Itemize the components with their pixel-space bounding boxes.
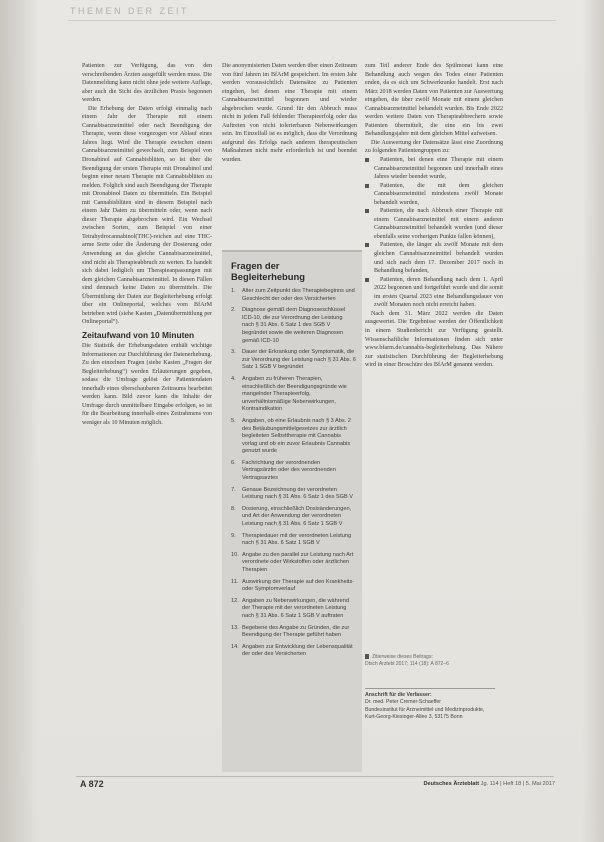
bullet-text: Patienten, bei denen eine Therapie mit einem Cannabisarzneimittel begonnen und innerhalb eines Jahres wieder beendet wurde,: [374, 157, 503, 181]
question-number: 5.: [231, 417, 236, 424]
paragraph: Die Auswertung der Datensätze lässt eine Zuordnung zu folgenden Patientengruppen zu:: [365, 139, 503, 155]
question-item: [231, 506, 356, 529]
question-item: [231, 487, 356, 502]
citation-text: Dtsch Arztebl 2017; 114 (18): A 872–6: [365, 661, 449, 667]
subheading: Zeitaufwand von 10 Minuten: [82, 329, 195, 340]
question-item: [231, 625, 356, 640]
journal-footer: [395, 781, 555, 787]
question-item: [231, 288, 356, 303]
paragraph: Nach dem 31. März 2022 werden die Daten ausgewertet. Die Ergebnisse werden der Öffentlichkeit in einem Studienbericht zur Verfügung gestellt. Wissenschaftliche Informationen finden sich unter www.bfarm.de/cannabis-begleiterhebung. Das Nähere zur statistischen Durchführung der Begleiterhebung wird in einer Broschüre des BfArM genannt werden.: [365, 310, 503, 369]
section-header: THEMEN DER ZEIT: [70, 6, 190, 16]
bullet-item: [365, 207, 503, 241]
question-number: 11.: [231, 578, 239, 585]
journal-issue: Jg. 114 | Heft 18 | 5. Mai 2017: [480, 781, 555, 787]
question-text: Begebene des Angabe zu Gründen, die zur Beendigung der Therapie geführt haben: [242, 624, 350, 639]
question-text: Angaben, ob eine Erlaubnis nach § 3 Abs. 2 des Betäubungsmittelgesetzes zur ärztlich begleiteten Selbsttherapie mit Cannabis vorlag und ob ein zuvor Erlaubnis Cannabis genutzt wurde: [242, 417, 351, 455]
paragraph: Die Erhebung der Daten erfolgt einmalig nach einem Jahr der Therapie mit einem Cannabisarzneimittel oder nach Beendigung der Therapie, wenn diese vorgezogen vor Ablauf eines Jahres liegt. Wird die Therapie zwischen einem Cannabisarzneimittel gewechselt, zum Beispiel von Dronabinol auf Cannabisblüten, so ist über die Beendigung der ersten Therapie mit Dronabinol und beginn einer neuen Therapie mit Cannabisblüten zu melden. Folglich sind auch Beendigung der Therapie mit Dronabinol Daten zu übermitteln. Ein Beispiel mit Cannabisblüten sind in diesem Beispiel nach einem Jahr Daten zu übermitteln oder, wenn nach dieser Therapie abgebrochen wird. Ein Wechsel zwischen Sorten, zum Beispiel von einer Tetrahydrocannabinol(THC)-reichen auf eine THC-arme Sorte oder die Änderung der Dosierung oder Anwendung an das gleiche Cannabisarzneimittel, sind nicht als Therapieabbruch zu werten. Es handelt sich dabei lediglich um Therapieanpassungen mit dem gleichen Cannabisarzneimittel. In diesen Fällen sind demnach keine Daten zu übermitteln. Die Übermittlung der Daten zur Begleiterhebung erfolgt über ein Onlineportal, welches vom BfArM betrieben wird (siehe Kasten „Datenübermittlung per Onlineportal“).: [82, 105, 212, 326]
question-text: Auswirkung der Therapie auf den Krankheits- oder Symptomverlauf: [242, 578, 355, 593]
citation-note: [365, 654, 495, 668]
text-column-1: [82, 62, 212, 427]
page-shadow-right: [582, 0, 604, 842]
bullet-square-icon: [365, 209, 369, 213]
footer-rule: [76, 776, 554, 777]
citation-label: Zitierweise dieses Beitrags:: [372, 654, 433, 660]
question-number: 13.: [231, 624, 239, 631]
question-number: 12.: [231, 597, 239, 604]
question-number: 4.: [231, 375, 236, 382]
address-line: Dr. med. Peter Cremer-Schaeffer: [365, 699, 442, 706]
question-number: 10.: [231, 551, 239, 558]
address-line: Bundesinstitut für Arzneimittel und Medizinprodukte,: [365, 706, 485, 713]
paragraph: zum Teil anderer Ende des Spülmonat kann eine Behandlung auch wegen des Todes einer Patienten enden, da es sich um Schwerkranke handelt. Erst nach März 2018 werden Daten von Patienten zur Auswertung eingehen, die über zwölf Monate mit einem gleichen Cannabisarzneimittel behandelt wurden. Bis Ende 2022 werden weitere Daten von Therapieabbrechern sowie Patienten übermittelt, die eine ein bis zwei Behandlungsjahre mit dem gleichen Mittel aufweisen.: [365, 63, 503, 138]
bullet-square-icon: [365, 243, 369, 247]
author-address: [365, 688, 495, 722]
question-number: 6.: [231, 459, 236, 466]
paragraph: Die anonymisierten Daten werden über einen Zeitraum von fünf Jahren im BfArM gespeichert. Im ersten Jahr werden voraussichtlich Datensätze zu Patienten eingehen, bei denen eine Therapie mit einem Cannabisarzneimittel begonnen und wieder abgebrochen wurde. Grund für den Abbruch muss nicht in jedem Fall fehlender Therapieerfolg oder das Auftreten von nicht tolerierbaren Nebenwirkungen sein. Im Einzelfall ist es möglich, dass die Verordnung aufgrund des Erfolgs nach anderen therapeutischen Maßnahmen nicht mehr erforderlich ist und beendet wurden.: [222, 63, 357, 164]
bullet-square-icon: [365, 278, 369, 282]
question-item: [231, 460, 356, 483]
question-item: [231, 418, 356, 456]
question-item: [231, 376, 356, 414]
bullet-item: [365, 182, 503, 208]
question-number: 7.: [231, 486, 236, 493]
question-number: 3.: [231, 349, 236, 356]
question-text: Genaue Bezeichnung der verordneten Leistung nach § 31 Abs. 6 Satz 1 des SGB V: [242, 486, 354, 501]
journal-name: Deutsches Ärzteblatt: [423, 781, 480, 787]
bullet-square-icon: [365, 158, 369, 162]
question-item: [231, 552, 356, 575]
question-text: Fachrichtung der verordnenden Vertragsärztin oder des verordnenden Vertragsarztes: [242, 459, 336, 482]
question-text: Diagnose gemäß dem Diagnoseschlüssel ICD-10, die zur Verordnung der Leistung nach § 31 Abs. 6 Satz 1 des SGB V begründet sowie die weiteren Diagnosen gemäß ICD-10: [242, 307, 346, 344]
question-item: [231, 579, 356, 594]
question-number: 9.: [231, 532, 236, 539]
paragraph: Die Statistik der Erhebungsdaten enthält wichtige Informationen zur Durchführung der Datenerhebung. Zu den einzelnen Fragen (siehe Kasten „Fragen der Begleiterhebung“) werden Erläuterungen gegeben, sodass die Umfrage gelöst der Patientendaten innerhalb eines überschaubaren Zeitraums bearbeitet werden kann. Bild zuvor kann die Inhalte der Umfrage durch unmittelbare Eingabe erfolgen, so ist für die Bearbeitung innerhalb eines Zeitrahmens von weniger als 10 Minuten möglich.: [82, 342, 212, 426]
page-shadow-left: [0, 0, 40, 842]
question-text: Angabe zu den parallel zur Leistung nach Art verordnete oder Wirkstoffen oder ärztlichen Therapien: [242, 551, 354, 573]
question-text: Alter zum Zeitpunkt des Therapiebeginns und Geschlecht der oder des Versicherten: [242, 288, 355, 302]
box-title: Fragen der Begleiterhebung: [231, 260, 305, 282]
question-text: Angaben zu früheren Therapien, einschließlich der Beendigungsgründe wie mangelnder Therapieerfolg, unverhältnismäßige Nebenwirkungen, Kontraindikation: [242, 375, 347, 413]
bullet-text: Patienten, die nach Abbruch einer Therapie mit einem Cannabisarzneimittel mit einem anderen Cannabisarzneimittel behandelt wurden (und dieser ebenfalls seine vorherigen Punkte fallen können),: [374, 208, 503, 240]
header-rule: [68, 20, 556, 21]
questions-box: [222, 250, 362, 772]
question-text: Angaben zu Nebenwirkungen, die während der Therapie mit der verordneten Leistung nach § 31 Abs. 6 Satz 1 SGB V auftraten: [242, 597, 349, 619]
questions-list: [222, 288, 362, 659]
question-item: [231, 598, 356, 621]
question-item: [231, 349, 356, 372]
bullet-text: Patienten, die länger als zwölf Monate mit dem gleichen Cannabisarzneimittel behandelt wurden und sich nach dem 17. Dezember 2017 noch in Behandlung befanden,: [374, 242, 503, 275]
question-text: Dauer der Erkrankung oder Symptomatik, die zur Verordnung der Leistung nach § 31 Abs. 6 Satz 1 SGB V begründet: [242, 349, 356, 371]
bullet-text: Patienten, deren Behandlung nach dem 1. April 2022 begonnen und fortgeführt wurde und die somit im ersten Quartal 2023 eine Behandlungsdauer von zwölf Monaten noch nicht erreicht haben.: [374, 276, 503, 309]
text-column-3: [365, 62, 503, 370]
address-line: Kurt-Georg-Kiesinger-Allee 3, 53175 Bonn: [365, 714, 463, 721]
question-item: [231, 644, 356, 659]
paragraph: Patienten zur Verfügung, das von den verschreibenden Ärzten ausgefüllt werden muss. Die Datenmeldung kann nicht ohne jede weitere Auflage, aber auch die Sicht des ärztlichen Praxis begonnen werden.: [82, 63, 212, 104]
citation-marker-icon: [365, 654, 369, 659]
bullet-item: [365, 156, 503, 182]
address-heading: Anschrift für die Verfasser:: [365, 692, 432, 698]
question-number: 8.: [231, 505, 236, 512]
text-column-2: [222, 62, 357, 165]
bullet-item: [365, 241, 503, 275]
question-number: 14.: [231, 643, 239, 650]
question-number: 2.: [231, 307, 236, 314]
page-number: A 872: [80, 779, 104, 789]
bullet-square-icon: [365, 184, 369, 188]
question-item: [231, 307, 356, 345]
bullet-item: [365, 276, 503, 310]
bullet-text: Patienten, die mit dem gleichen Cannabisarzneimittel mindestens zwölf Monate behandelt wurden,: [374, 182, 503, 206]
question-text: Dosierung, einschließlich Dosisänderungen, und Art der Anwendung der verordneten Leistung nach § 31 Abs. 6 Satz 1 SGB V: [242, 505, 352, 528]
question-text: Therapiedauer mit der verordneten Leistung nach § 31 Abs. 6 Satz 1 SGB V: [242, 532, 352, 547]
question-item: [231, 533, 356, 548]
question-text: Angaben zur Entwicklung der Lebensqualität der oder des Versicherten: [242, 643, 353, 658]
question-number: 1.: [231, 288, 236, 294]
